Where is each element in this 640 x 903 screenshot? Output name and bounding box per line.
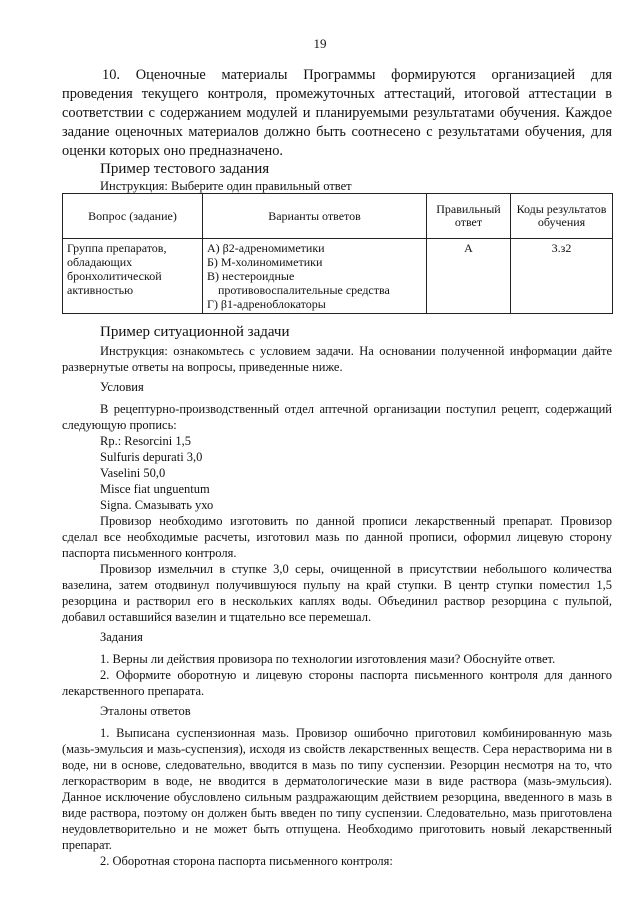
conditions-label: Условия [100, 380, 144, 394]
condition-paragraph-1: Провизор необходимо изготовить по данной прописи лекарственный препарат. Провизор сделал все необходимые расчеты, изготовил мазь по данной прописи, оформил лицевую сторону паспорта письменного контроля. [62, 514, 612, 560]
answer-1: 1. Выписана суспензионная мазь. Провизор ошибочно приготовил комбинированную мазь (мазь-эмульсия и мазь-суспензия), исходя из свойств лекарственных веществ. Сера нерастворима ни в воде, ни в основе, следовательно, вводится в мазь по типу суспензии. Резорцин несмотря на то, что легкорастворим в воде, не вводится в дерматологические мази в виде раствора (мазь-эмульсия). Данное исключение обусловлено сильным раздражающим действием резорцина, введенного в мазь в виде раствора, поэтому он должен быть введен по типу суспензии. Следовательно, мазь приготовлена неудовлетворительно и не может быть отпущена. Необходимо приготовить новый лекарственный препарат. [62, 726, 612, 852]
recipe-line: Sulfuris depurati 3,0 [100, 450, 203, 464]
header-codes: Коды результатов обучения [511, 194, 613, 239]
recipe-line: Vaselini 50,0 [100, 466, 166, 480]
situational-body [62, 343, 612, 869]
header-options: Варианты ответов [203, 194, 427, 239]
option-c-continued: противовоспалительные средства [218, 283, 390, 297]
header-correct: Правильный ответ [427, 194, 511, 239]
task-1: 1. Верны ли действия провизора по технологии изготовления мази? Обоснуйте ответ. [100, 652, 556, 666]
cell-options [203, 239, 427, 314]
cell-question: Группа препаратов, обладающих бронхолитической активностью [63, 239, 203, 314]
recipe-line: Misce fiat unguentum [100, 482, 210, 496]
option-a: А) β2-адреномиметики [207, 241, 325, 255]
recipe-line: Rp.: Resorcini 1,5 [100, 434, 191, 448]
tasks-label: Задания [100, 630, 143, 644]
test-instruction: Инструкция: Выберите один правильный ответ [100, 179, 352, 193]
answer-2: 2. Оборотная сторона паспорта письменного контроля: [100, 854, 393, 868]
header-question: Вопрос (задание) [63, 194, 203, 239]
cell-code: 3.з2 [511, 239, 613, 314]
option-d: Г) β1-адреноблокаторы [207, 297, 326, 311]
test-example-heading: Пример тестового задания [100, 161, 270, 177]
situational-heading: Пример ситуационной задачи [100, 324, 290, 340]
condition-intro: В рецептурно-производственный отдел аптечной организации поступил рецепт, содержащий следующую пропись: [62, 402, 612, 432]
section-10-paragraph [62, 66, 612, 161]
table-row [63, 239, 613, 314]
answers-label: Эталоны ответов [100, 704, 191, 718]
cell-correct: А [427, 239, 511, 314]
test-table-header-row [63, 194, 613, 239]
option-c: В) нестероидные [207, 269, 295, 283]
option-b: Б) М-холиномиметики [207, 255, 323, 269]
task-2: 2. Оформите оборотную и лицевую стороны паспорта письменного контроля для данного лекарственного препарата. [62, 668, 612, 698]
section-10-text: 10. Оценочные материалы Программы формируются организацией для проведения текущего контроля, промежуточных аттестаций, итоговой аттестации в соответствии с содержанием модулей и планируемыми результатами обучения. Каждое задание оценочных материалов должно быть соотнесено с результатами обучения, для оценки которых оно предназначено. [62, 67, 612, 159]
recipe-line: Signa. Смазывать ухо [100, 498, 214, 512]
test-table [62, 193, 613, 314]
condition-paragraph-2: Провизор измельчил в ступке 3,0 серы, очищенной в присутствии небольшого количества вазелина, затем отодвинул получившуюся пульпу на край ступки. В центр ступки поместил 1,5 резорцина и растворил его в нескольких каплях воды. Объединил раствор резорцина с пульпой, добавил оставшийся вазелин и тщательно все перемешал. [62, 562, 612, 624]
situational-instruction: Инструкция: ознакомьтесь с условием задачи. На основании полученной информации дайте развернутые ответы на вопросы, приведенные ниже. [62, 344, 612, 374]
page-number: 19 [313, 36, 327, 51]
